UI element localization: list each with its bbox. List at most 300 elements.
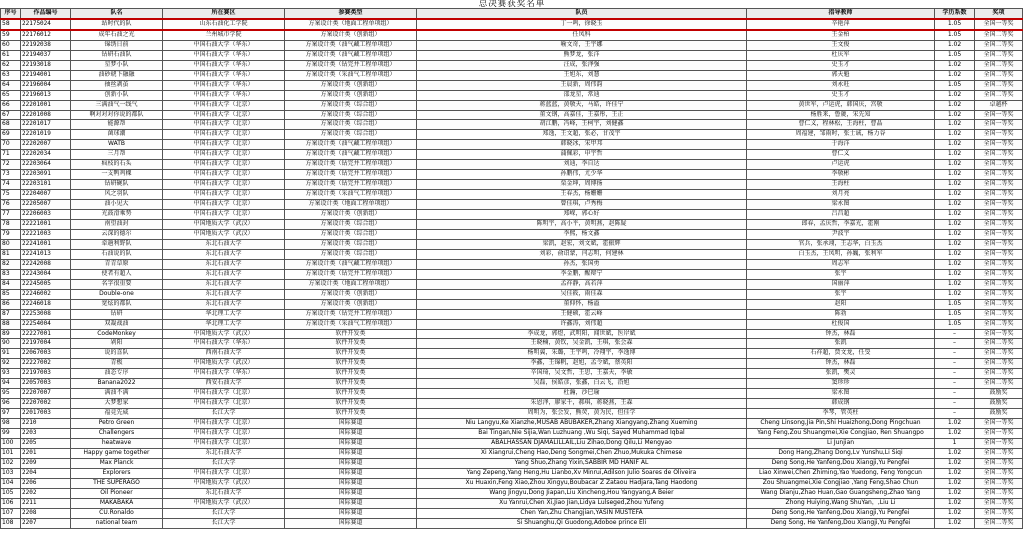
award-cell[interactable]: 全国一等奖 xyxy=(975,200,1023,210)
advisors-cell[interactable]: 郎春，孟庆哲，李嘉光，霍刚 xyxy=(747,220,935,230)
award-cell[interactable]: 全国二等奖 xyxy=(975,30,1023,40)
members-cell[interactable]: 曾佳琪，卢秀梅 xyxy=(417,200,747,210)
region-cell[interactable]: 中国石油大学（北京） xyxy=(163,419,285,429)
entry-category-cell[interactable]: 软件开发类 xyxy=(285,369,417,379)
award-cell[interactable]: 全国二等奖 xyxy=(975,518,1023,528)
degree-coefficient-cell[interactable]: – xyxy=(935,409,975,419)
row-index-cell[interactable]: 107 xyxy=(1,508,21,518)
team-name-cell[interactable]: CodeMonkey xyxy=(71,329,163,339)
advisors-cell[interactable]: 王海柱 xyxy=(747,180,935,190)
table-row[interactable] xyxy=(1,220,1023,230)
team-name-cell[interactable]: 油砂琥下融融 xyxy=(71,70,163,80)
team-name-cell[interactable]: 南望油封 xyxy=(71,220,163,230)
degree-coefficient-cell[interactable]: 1.02 xyxy=(935,468,975,478)
header-cell[interactable]: 所在赛区 xyxy=(163,9,285,19)
award-cell[interactable]: 鼓励奖 xyxy=(975,409,1023,419)
members-cell[interactable]: 孙鹏伟，尤少华 xyxy=(417,170,747,180)
team-name-cell[interactable]: 钻研石油队 xyxy=(71,50,163,60)
region-cell[interactable]: 中国石油大学（北京） xyxy=(163,468,285,478)
entry-id-cell[interactable]: 22241001 xyxy=(21,239,71,249)
region-cell[interactable]: 长江大学 xyxy=(163,508,285,518)
table-row[interactable] xyxy=(1,389,1023,399)
team-name-cell[interactable]: 剁阳 xyxy=(71,339,163,349)
advisors-cell[interactable]: 梁永图 xyxy=(747,389,935,399)
degree-coefficient-cell[interactable]: 1.02 xyxy=(935,259,975,269)
region-cell[interactable]: 中国地质大学（武汉） xyxy=(163,478,285,488)
advisors-cell[interactable]: Zou Shuangmei,Xie Congjiao ,Yang Feng,Shao Chun xyxy=(747,478,935,488)
region-cell[interactable]: 华北理工大学 xyxy=(163,309,285,319)
entry-id-cell[interactable]: 2209 xyxy=(21,458,71,468)
entry-id-cell[interactable]: 22202007 xyxy=(21,140,71,150)
degree-coefficient-cell[interactable]: 1.02 xyxy=(935,249,975,259)
members-cell[interactable]: 王晓楠，黄钦，吴金凯，王琪，张会森 xyxy=(417,339,747,349)
degree-coefficient-cell[interactable]: 1.02 xyxy=(935,140,975,150)
award-cell[interactable]: 全国二等奖 xyxy=(975,289,1023,299)
award-cell[interactable]: 全国二等奖 xyxy=(975,498,1023,508)
entry-id-cell[interactable]: 22221003 xyxy=(21,229,71,239)
table-row[interactable] xyxy=(1,70,1023,80)
team-name-cell[interactable]: Explorers xyxy=(71,468,163,478)
table-row[interactable] xyxy=(1,349,1023,359)
region-cell[interactable]: 华北理工大学 xyxy=(163,319,285,329)
degree-coefficient-cell[interactable]: 1.02 xyxy=(935,120,975,130)
members-cell[interactable]: 杨明翼，朱璐，王宇鸣，冷翔宇，李逸博 xyxy=(417,349,747,359)
row-index-cell[interactable]: 66 xyxy=(1,100,21,110)
region-cell[interactable]: 东北石油大学 xyxy=(163,488,285,498)
members-cell[interactable]: 杜瀚，沙巳瑜 xyxy=(417,389,747,399)
members-cell[interactable]: 郑嵘，郭心好 xyxy=(417,210,747,220)
members-cell[interactable]: 刘迪，李自达 xyxy=(417,160,747,170)
team-name-cell[interactable]: THE SUPERAGO xyxy=(71,478,163,488)
header-cell[interactable]: 学历系数 xyxy=(935,9,975,19)
header-cell[interactable]: 序号 xyxy=(1,9,21,19)
advisors-cell[interactable]: 刘月亮 xyxy=(747,190,935,200)
region-cell[interactable]: 长江大学 xyxy=(163,409,285,419)
entry-category-cell[interactable]: 方案设计类（综合组） xyxy=(285,239,417,249)
members-cell[interactable]: 蒋蓝蓝，黄敬天，马皓，许佳宁 xyxy=(417,100,747,110)
region-cell[interactable]: 中国石油大学（北京） xyxy=(163,160,285,170)
region-cell[interactable]: 中国石油大学（华东） xyxy=(163,90,285,100)
entry-id-cell[interactable]: 22201008 xyxy=(21,110,71,120)
award-cell[interactable]: 全国二等奖 xyxy=(975,339,1023,349)
advisors-cell[interactable]: 窦珍珍 xyxy=(747,379,935,389)
header-cell[interactable]: 参赛类型 xyxy=(285,9,417,19)
entry-category-cell[interactable]: 方案设计类（创新组） xyxy=(285,30,417,40)
entry-id-cell[interactable]: 22243004 xyxy=(21,269,71,279)
team-name-cell[interactable]: 三满油气一线气 xyxy=(71,100,163,110)
entry-id-cell[interactable]: 22197003 xyxy=(21,369,71,379)
table-row[interactable] xyxy=(1,508,1023,518)
team-name-cell[interactable]: 一支鸭鸡稞 xyxy=(71,170,163,180)
team-name-cell[interactable]: 创新小队 xyxy=(71,90,163,100)
row-index-cell[interactable]: 85 xyxy=(1,289,21,299)
advisors-cell[interactable]: Liao Xinwei,Chen Zhiming,Yao Yuedong, Feng Yongcun xyxy=(747,468,935,478)
entry-id-cell[interactable]: 22194001 xyxy=(21,70,71,80)
entry-category-cell[interactable]: 国际赛道 xyxy=(285,468,417,478)
members-cell[interactable]: 孙杰，张国勇 xyxy=(417,259,747,269)
table-row[interactable] xyxy=(1,110,1023,120)
award-cell[interactable]: 全国二等奖 xyxy=(975,160,1023,170)
table-row[interactable] xyxy=(1,239,1023,249)
entry-category-cell[interactable]: 国际赛道 xyxy=(285,419,417,429)
members-cell[interactable]: Wang Jingyu,Dong Jiapan,Liu Xincheng,Hou Yangyang,A Beier xyxy=(417,488,747,498)
entry-category-cell[interactable]: 方案设计类（钻完井工程单项组） xyxy=(285,160,417,170)
header-cell[interactable]: 队员 xyxy=(417,9,747,19)
region-cell[interactable]: 中国石油大学（华东） xyxy=(163,80,285,90)
award-cell[interactable]: 全国一等奖 xyxy=(975,438,1023,448)
award-cell[interactable]: 全国一等奖 xyxy=(975,429,1023,439)
entry-category-cell[interactable]: 方案设计类（创新组） xyxy=(285,80,417,90)
award-cell[interactable]: 全国二等奖 xyxy=(975,80,1023,90)
entry-category-cell[interactable]: 国际赛道 xyxy=(285,498,417,508)
advisors-cell[interactable]: 张凯，樊灵 xyxy=(747,369,935,379)
row-index-cell[interactable]: 67 xyxy=(1,110,21,120)
row-index-cell[interactable]: 94 xyxy=(1,379,21,389)
region-cell[interactable]: 中国石油大学（华东） xyxy=(163,60,285,70)
entry-id-cell[interactable]: 22241013 xyxy=(21,249,71,259)
members-cell[interactable]: 王晨新，周伟韵 xyxy=(417,80,747,90)
award-cell[interactable]: 全国二等奖 xyxy=(975,279,1023,289)
award-cell[interactable]: 全国二等奖 xyxy=(975,190,1023,200)
award-cell[interactable]: 全国二等奖 xyxy=(975,180,1023,190)
row-index-cell[interactable]: 96 xyxy=(1,399,21,409)
entry-category-cell[interactable]: 方案设计类（油气藏工程单项组） xyxy=(285,140,417,150)
entry-category-cell[interactable]: 国际赛道 xyxy=(285,458,417,468)
entry-category-cell[interactable]: 方案设计类（钻完井工程单项组） xyxy=(285,60,417,70)
award-cell[interactable]: 全国二等奖 xyxy=(975,369,1023,379)
region-cell[interactable]: 长江大学 xyxy=(163,518,285,528)
table-row[interactable] xyxy=(1,100,1023,110)
degree-coefficient-cell[interactable]: 1.02 xyxy=(935,200,975,210)
entry-category-cell[interactable]: 国际赛道 xyxy=(285,429,417,439)
row-index-cell[interactable]: 91 xyxy=(1,349,21,359)
row-index-cell[interactable]: 104 xyxy=(1,478,21,488)
entry-category-cell[interactable]: 方案设计类（钻完井工程单项组） xyxy=(285,180,417,190)
row-index-cell[interactable]: 68 xyxy=(1,120,21,130)
degree-coefficient-cell[interactable]: 1.02 xyxy=(935,220,975,230)
row-index-cell[interactable]: 82 xyxy=(1,259,21,269)
row-index-cell[interactable]: 73 xyxy=(1,170,21,180)
entry-id-cell[interactable]: 22203064 xyxy=(21,160,71,170)
degree-coefficient-cell[interactable]: 1.02 xyxy=(935,100,975,110)
members-cell[interactable]: ABALHASSAN DJAMALILLAIL,Liu Zihao,Dong Qilu,Li Mengyao xyxy=(417,438,747,448)
region-cell[interactable]: 西安石油大学 xyxy=(163,379,285,389)
advisors-cell[interactable]: 杜俊国 xyxy=(747,319,935,329)
region-cell[interactable]: 东北石油大学 xyxy=(163,259,285,269)
entry-id-cell[interactable]: 2206 xyxy=(21,478,71,488)
row-index-cell[interactable]: 61 xyxy=(1,50,21,60)
entry-category-cell[interactable]: 方案设计类（采油气工程单项组） xyxy=(285,190,417,200)
table-row[interactable] xyxy=(1,130,1023,140)
region-cell[interactable]: 东北石油大学 xyxy=(163,289,285,299)
table-row[interactable] xyxy=(1,90,1023,100)
entry-category-cell[interactable]: 国际赛道 xyxy=(285,518,417,528)
degree-coefficient-cell[interactable]: 1.02 xyxy=(935,498,975,508)
advisors-cell[interactable]: 卢运虎 xyxy=(747,160,935,170)
degree-coefficient-cell[interactable]: 1.02 xyxy=(935,90,975,100)
entry-category-cell[interactable]: 方案设计类（地面工程单项组） xyxy=(285,19,417,30)
award-cell[interactable]: 卓越杯 xyxy=(975,100,1023,110)
team-name-cell[interactable]: 青青草原 xyxy=(71,259,163,269)
degree-coefficient-cell[interactable]: 1.05 xyxy=(935,80,975,90)
entry-id-cell[interactable]: 22201001 xyxy=(21,100,71,110)
region-cell[interactable]: 中国石油大学（北京） xyxy=(163,130,285,140)
team-name-cell[interactable]: 啊对对对你说的都队 xyxy=(71,110,163,120)
table-row[interactable] xyxy=(1,419,1023,429)
team-name-cell[interactable]: 名字很重要 xyxy=(71,279,163,289)
members-cell[interactable]: 郑逸，王文超，张必，甘茂宇 xyxy=(417,130,747,140)
row-index-cell[interactable]: 64 xyxy=(1,80,21,90)
entry-id-cell[interactable]: 22205007 xyxy=(21,200,71,210)
members-cell[interactable]: 任凤科 xyxy=(417,30,747,40)
entry-id-cell[interactable]: 22196013 xyxy=(21,90,71,100)
degree-coefficient-cell[interactable]: – xyxy=(935,349,975,359)
table-row[interactable] xyxy=(1,399,1023,409)
table-row[interactable] xyxy=(1,488,1023,498)
entry-id-cell[interactable]: 22176012 xyxy=(21,30,71,40)
entry-id-cell[interactable]: 2203 xyxy=(21,429,71,439)
entry-category-cell[interactable]: 方案设计类（地面工程单项组） xyxy=(285,200,417,210)
header-cell[interactable]: 队名 xyxy=(71,9,163,19)
entry-id-cell[interactable]: 2205 xyxy=(21,438,71,448)
members-cell[interactable]: Si Shuanghu,Qi Guodong,Adoboe prince Eli xyxy=(417,518,747,528)
entry-id-cell[interactable]: 22194037 xyxy=(21,50,71,60)
team-name-cell[interactable]: 宽炫的都队 xyxy=(71,299,163,309)
award-cell[interactable]: 全国二等奖 xyxy=(975,319,1023,329)
team-name-cell[interactable]: 站时代的队 xyxy=(71,19,163,30)
table-row[interactable] xyxy=(1,299,1023,309)
table-row[interactable] xyxy=(1,329,1023,339)
entry-category-cell[interactable]: 软件开发类 xyxy=(285,339,417,349)
award-cell[interactable]: 全国二等奖 xyxy=(975,50,1023,60)
members-cell[interactable]: 蒲佩彩，申宇哲 xyxy=(417,150,747,160)
team-name-cell[interactable]: 疯枝的石头 xyxy=(71,160,163,170)
advisors-cell[interactable]: 李琴，管英柱 xyxy=(747,409,935,419)
row-index-cell[interactable]: 83 xyxy=(1,269,21,279)
team-name-cell[interactable]: 钻研碗队 xyxy=(71,180,163,190)
region-cell[interactable]: 中国石油大学（北京） xyxy=(163,389,285,399)
table-row[interactable] xyxy=(1,249,1023,259)
table-row[interactable] xyxy=(1,359,1023,369)
region-cell[interactable]: 中国石油大学（北京） xyxy=(163,210,285,220)
team-name-cell[interactable]: Oil Pioneer xyxy=(71,488,163,498)
advisors-cell[interactable]: 钟杰，林磊 xyxy=(747,329,935,339)
award-cell[interactable]: 全国二等奖 xyxy=(975,90,1023,100)
degree-coefficient-cell[interactable]: – xyxy=(935,399,975,409)
row-index-cell[interactable]: 89 xyxy=(1,329,21,339)
region-cell[interactable]: 中国石油大学（华东） xyxy=(163,339,285,349)
entry-id-cell[interactable]: 2204 xyxy=(21,468,71,478)
table-row[interactable] xyxy=(1,468,1023,478)
row-index-cell[interactable]: 106 xyxy=(1,498,21,508)
row-index-cell[interactable]: 63 xyxy=(1,70,21,80)
row-index-cell[interactable]: 80 xyxy=(1,239,21,249)
degree-coefficient-cell[interactable]: 1.05 xyxy=(935,319,975,329)
advisors-cell[interactable]: 刘永旺 xyxy=(747,80,935,90)
degree-coefficient-cell[interactable]: – xyxy=(935,389,975,399)
entry-category-cell[interactable]: 软件开发类 xyxy=(285,409,417,419)
entry-category-cell[interactable]: 软件开发类 xyxy=(285,379,417,389)
table-row[interactable] xyxy=(1,229,1023,239)
advisors-cell[interactable]: 吕昌超 xyxy=(747,210,935,220)
header-cell[interactable]: 指导教师 xyxy=(747,9,935,19)
entry-category-cell[interactable]: 方案设计类（油气藏工程单项组） xyxy=(285,259,417,269)
row-index-cell[interactable]: 74 xyxy=(1,180,21,190)
region-cell[interactable]: 中国石油大学（华东） xyxy=(163,369,285,379)
entry-category-cell[interactable]: 方案设计类（创新组） xyxy=(285,289,417,299)
team-name-cell[interactable]: 光鼓滑乘势 xyxy=(71,210,163,220)
entry-category-cell[interactable]: 方案设计类（创新组） xyxy=(285,210,417,220)
members-cell[interactable]: Bai Tingan,Nie Sijia,Wan Luzhuang ,Wu Siqi, Sayed Muhammad Iqbal xyxy=(417,429,747,439)
table-row[interactable] xyxy=(1,150,1023,160)
region-cell[interactable]: 东北石油大学 xyxy=(163,269,285,279)
degree-coefficient-cell[interactable]: 1.02 xyxy=(935,190,975,200)
entry-id-cell[interactable]: 22227002 xyxy=(21,359,71,369)
degree-coefficient-cell[interactable]: – xyxy=(935,339,975,349)
team-name-cell[interactable]: 石油说的队 xyxy=(71,249,163,259)
team-name-cell[interactable]: 大梦想家 xyxy=(71,399,163,409)
advisors-cell[interactable]: 于海洋 xyxy=(747,140,935,150)
table-row[interactable] xyxy=(1,448,1023,458)
degree-coefficient-cell[interactable]: 1.05 xyxy=(935,30,975,40)
members-cell[interactable]: Yang Zepeng,Yang Heng,Hu Lianbo,Xv Minrui,Adilson Julio Soares de Oliveira xyxy=(417,468,747,478)
table-row[interactable] xyxy=(1,190,1023,200)
region-cell[interactable]: 中国石油大学（华东） xyxy=(163,40,285,50)
region-cell[interactable]: 中国石油大学（华东） xyxy=(163,50,285,60)
table-row[interactable] xyxy=(1,409,1023,419)
award-cell[interactable]: 全国一等奖 xyxy=(975,130,1023,140)
members-cell[interactable]: 邵龙星，常迪 xyxy=(417,90,747,100)
advisors-cell[interactable]: 官兵，张承翊，王志华，白玉杰 xyxy=(747,239,935,249)
award-cell[interactable]: 全国二等奖 xyxy=(975,269,1023,279)
degree-coefficient-cell[interactable]: 1.02 xyxy=(935,429,975,439)
entry-category-cell[interactable]: 软件开发类 xyxy=(285,389,417,399)
row-index-cell[interactable]: 88 xyxy=(1,319,21,329)
team-name-cell[interactable]: 满油不满 xyxy=(71,389,163,399)
advisors-cell[interactable]: Deng Song,He Yanfeng,Dou Xiangji,Yu Pengfei xyxy=(747,458,935,468)
team-name-cell[interactable]: heatwave xyxy=(71,438,163,448)
team-name-cell[interactable]: 成年石油之光 xyxy=(71,30,163,40)
row-index-cell[interactable]: 105 xyxy=(1,488,21,498)
members-cell[interactable]: 董文钢，高嘉佳，王嘉彤，王正 xyxy=(417,110,747,120)
advisors-cell[interactable]: 杜庆军 xyxy=(747,50,935,60)
entry-id-cell[interactable]: 22197004 xyxy=(21,339,71,349)
award-cell[interactable]: 全国二等奖 xyxy=(975,468,1023,478)
members-cell[interactable]: 丁一鸣，徐晓玉 xyxy=(417,19,747,30)
entry-category-cell[interactable]: 方案设计类（创新组） xyxy=(285,299,417,309)
team-name-cell[interactable]: 三月帮 xyxy=(71,150,163,160)
entry-id-cell[interactable]: 2207 xyxy=(21,518,71,528)
entry-category-cell[interactable]: 方案设计类（综合组） xyxy=(285,130,417,140)
degree-coefficient-cell[interactable]: 1.02 xyxy=(935,289,975,299)
table-row[interactable] xyxy=(1,429,1023,439)
advisors-cell[interactable]: 曹仁义 xyxy=(747,150,935,160)
award-cell[interactable]: 全国一等奖 xyxy=(975,229,1023,239)
degree-coefficient-cell[interactable]: 1.02 xyxy=(935,239,975,249)
region-cell[interactable]: 中国地质大学（武汉） xyxy=(163,220,285,230)
table-row[interactable] xyxy=(1,140,1023,150)
row-index-cell[interactable]: 93 xyxy=(1,369,21,379)
award-cell[interactable]: 全国二等奖 xyxy=(975,210,1023,220)
degree-coefficient-cell[interactable]: 1.02 xyxy=(935,508,975,518)
advisors-cell[interactable]: 周福建，邹雨时，张士诚，杨力谷 xyxy=(747,130,935,140)
entry-category-cell[interactable]: 方案设计类（创新组） xyxy=(285,90,417,100)
row-index-cell[interactable]: 103 xyxy=(1,468,21,478)
members-cell[interactable]: 韩晓冰，宋甲邦 xyxy=(417,140,747,150)
table-row[interactable] xyxy=(1,60,1023,70)
region-cell[interactable]: 中国地质大学（武汉） xyxy=(163,498,285,508)
members-cell[interactable]: 吴磊，侯皓彦，张鑫，白云飞，沿旭 xyxy=(417,379,747,389)
advisors-cell[interactable]: 陈勃 xyxy=(747,309,935,319)
table-row[interactable] xyxy=(1,19,1023,30)
row-index-cell[interactable]: 79 xyxy=(1,229,21,239)
award-cell[interactable]: 全国一等奖 xyxy=(975,110,1023,120)
table-row[interactable] xyxy=(1,210,1023,220)
entry-id-cell[interactable]: 22201019 xyxy=(21,130,71,140)
advisors-cell[interactable]: 郭天魁 xyxy=(747,70,935,80)
row-index-cell[interactable]: 59 xyxy=(1,30,21,40)
award-cell[interactable]: 全国二等奖 xyxy=(975,170,1023,180)
members-cell[interactable]: Xu Huaxin,Feng Xiao,Zhou Xingyu,Boubacar Z Zataou Hadjara,Tang Haodong xyxy=(417,478,747,488)
region-cell[interactable]: 东北石油大学 xyxy=(163,299,285,309)
award-cell[interactable]: 全国二等奖 xyxy=(975,448,1023,458)
members-cell[interactable]: 梁凯，赵宏，刘文斌，霍振辉 xyxy=(417,239,747,249)
table-row[interactable] xyxy=(1,478,1023,488)
degree-coefficient-cell[interactable]: – xyxy=(935,369,975,379)
entry-id-cell[interactable]: 22175024 xyxy=(21,19,71,30)
award-cell[interactable]: 全国一等奖 xyxy=(975,329,1023,339)
degree-coefficient-cell[interactable]: 1.02 xyxy=(935,279,975,289)
degree-coefficient-cell[interactable]: 1.05 xyxy=(935,309,975,319)
entry-id-cell[interactable]: 22227001 xyxy=(21,329,71,339)
team-name-cell[interactable]: 云深的德尔 xyxy=(71,229,163,239)
region-cell[interactable]: 中国石油大学（北京） xyxy=(163,120,285,130)
members-cell[interactable]: Xi Xiangrui,Cheng Hao,Deng Songmei,Chen Zhuo,Mukuka Chimese xyxy=(417,448,747,458)
table-row[interactable] xyxy=(1,40,1023,50)
advisors-cell[interactable]: 曹仁义，程林松，王海柱，曹晶 xyxy=(747,120,935,130)
entry-category-cell[interactable]: 国际赛道 xyxy=(285,508,417,518)
table-row[interactable] xyxy=(1,120,1023,130)
table-row[interactable] xyxy=(1,309,1023,319)
members-cell[interactable]: 陈明宇，高小平，黄明燕，赵陈疑 xyxy=(417,220,747,230)
degree-coefficient-cell[interactable]: 1.02 xyxy=(935,130,975,140)
degree-coefficient-cell[interactable]: 1.02 xyxy=(935,160,975,170)
team-name-cell[interactable]: Banana2022 xyxy=(71,379,163,389)
table-row[interactable] xyxy=(1,319,1023,329)
degree-coefficient-cell[interactable]: 1.02 xyxy=(935,478,975,488)
advisors-cell[interactable]: Deng Song,He Yanfeng,Dou Xiangji,Yu Pengfei xyxy=(747,508,935,518)
entry-id-cell[interactable]: 22254004 xyxy=(21,319,71,329)
members-cell[interactable]: 许鑫涛，刘伟超 xyxy=(417,319,747,329)
degree-coefficient-cell[interactable]: 1.02 xyxy=(935,518,975,528)
award-cell[interactable]: 全国二等奖 xyxy=(975,220,1023,230)
team-name-cell[interactable]: 说的喜队 xyxy=(71,349,163,359)
row-index-cell[interactable]: 77 xyxy=(1,210,21,220)
entry-category-cell[interactable]: 方案设计类（地面工程单项组） xyxy=(285,279,417,289)
advisors-cell[interactable]: Deng Song, He Yanfeng,Dou Xiangji,Yu Pengfei xyxy=(747,518,935,528)
region-cell[interactable]: 中国石油大学（北京） xyxy=(163,438,285,448)
degree-coefficient-cell[interactable]: 1.02 xyxy=(935,70,975,80)
members-cell[interactable]: 朱恩泽，廖家千，郝琪，蒋晓燕，王森 xyxy=(417,399,747,409)
entry-id-cell[interactable]: 2211 xyxy=(21,498,71,508)
row-index-cell[interactable]: 95 xyxy=(1,389,21,399)
team-name-cell[interactable]: 钻研 xyxy=(71,309,163,319)
members-cell[interactable]: 王春杰，杨姗姗 xyxy=(417,190,747,200)
row-index-cell[interactable]: 60 xyxy=(1,40,21,50)
advisors-cell[interactable]: 史玉才 xyxy=(747,60,935,70)
degree-coefficient-cell[interactable]: 1.02 xyxy=(935,419,975,429)
degree-coefficient-cell[interactable]: 1 xyxy=(935,438,975,448)
